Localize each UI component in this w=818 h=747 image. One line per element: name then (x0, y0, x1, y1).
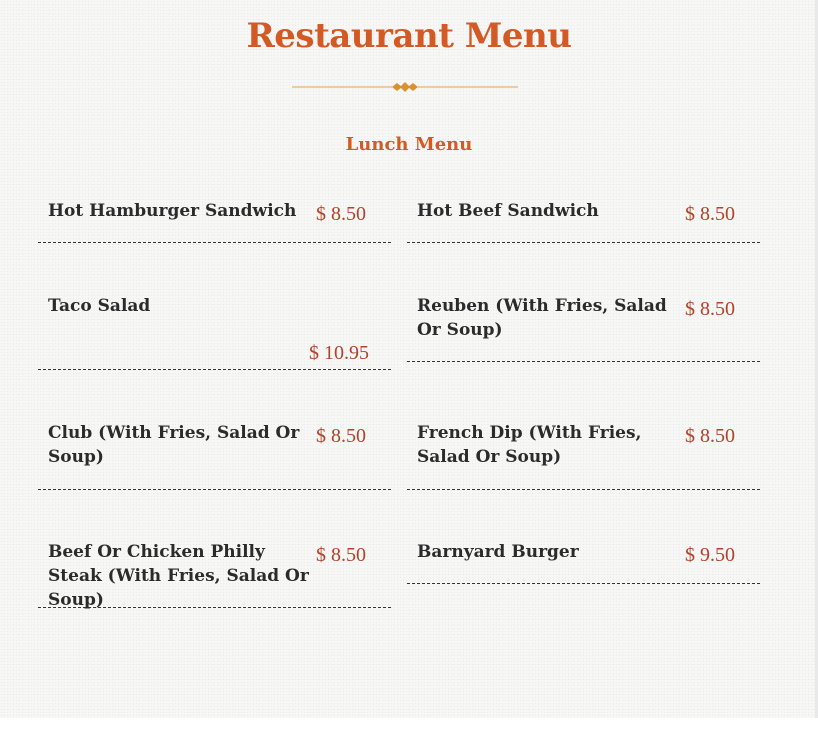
menu-item-name: Taco Salad (48, 296, 151, 316)
menu-item-name: Club (With Fries, Salad Or Soup) (48, 423, 300, 467)
menu-item-name: Beef Or Chicken Philly Steak (With Fries, Salad Or Soup) (48, 542, 309, 610)
menu-item-price: $ 8.50 (685, 203, 735, 225)
menu-item (38, 199, 391, 243)
menu-item-price: $ 8.50 (685, 298, 735, 320)
menu-item (38, 421, 391, 490)
page-title: Restaurant Menu (246, 16, 572, 56)
menu-item (407, 540, 760, 584)
menu-item-name: French Dip (With Fries, Salad Or Soup) (417, 423, 642, 467)
menu-item (38, 294, 391, 370)
menu-item-price: $ 8.50 (316, 203, 366, 225)
section-title: Lunch Menu (345, 134, 473, 155)
menu-item-price: $ 10.95 (309, 342, 369, 364)
menu-item-price: $ 8.50 (316, 425, 366, 447)
menu-item-price: $ 9.50 (685, 544, 735, 566)
menu-item (407, 294, 760, 362)
ornament-divider (292, 80, 518, 94)
menu-item (407, 421, 760, 490)
menu-item-name: Hot Hamburger Sandwich (48, 201, 297, 221)
menu-item-name: Barnyard Burger (417, 542, 579, 562)
menu-item-name: Reuben (With Fries, Salad Or Soup) (417, 296, 667, 340)
menu-item-price: $ 8.50 (685, 425, 735, 447)
menu-item (407, 199, 760, 243)
menu-item-price: $ 8.50 (316, 544, 366, 566)
menu-item (38, 540, 391, 608)
menu-item-name: Hot Beef Sandwich (417, 201, 599, 221)
